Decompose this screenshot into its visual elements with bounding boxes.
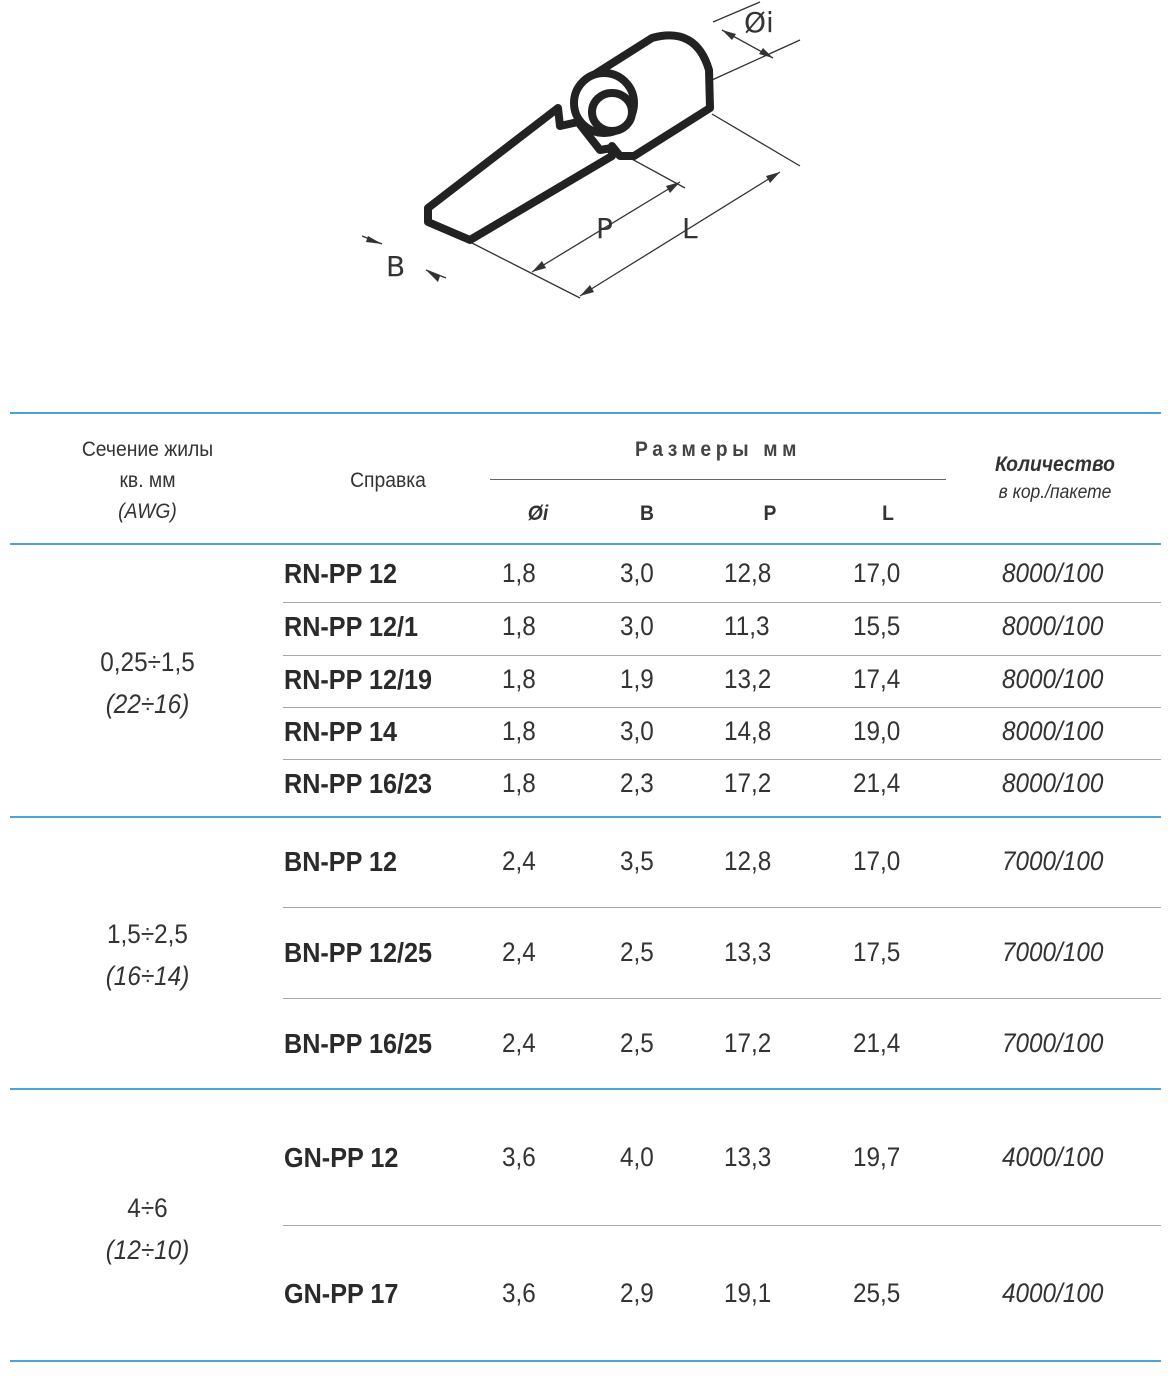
row-ref: BN-PP 16/25 <box>284 1028 433 1059</box>
row-ref: RN-PP 14 <box>284 716 397 747</box>
row-l: 17,4 <box>853 664 901 694</box>
row-divider <box>283 1225 1161 1226</box>
row-di: 2,4 <box>502 846 536 876</box>
row-ref: BN-PP 12 <box>284 846 397 877</box>
row-l: 17,0 <box>853 558 901 588</box>
row-divider <box>283 602 1161 603</box>
section-awg: (16÷14) <box>105 961 190 991</box>
row-l: 25,5 <box>853 1278 901 1308</box>
row-di: 1,8 <box>502 768 536 798</box>
row-qty: 7000/100 <box>1002 937 1104 967</box>
section-mm2: 4÷6 <box>127 1193 168 1223</box>
row-di: 3,6 <box>502 1278 536 1308</box>
row-di: 2,4 <box>502 1028 536 1058</box>
diameter-label: Øi <box>744 6 774 39</box>
row-qty: 8000/100 <box>1002 716 1104 746</box>
group-divider <box>10 816 1161 818</box>
row-p: 11,3 <box>724 611 770 641</box>
row-b: 3,5 <box>620 846 654 876</box>
section-value <box>51 913 245 997</box>
row-l: 17,0 <box>853 846 901 876</box>
row-p: 17,2 <box>724 1028 772 1058</box>
section-awg: (22÷16) <box>105 689 190 719</box>
row-ref: RN-PP 16/23 <box>284 768 433 799</box>
row-di: 1,8 <box>502 664 536 694</box>
row-qty: 4000/100 <box>1002 1278 1104 1308</box>
row-divider <box>283 759 1161 760</box>
row-b: 3,0 <box>620 716 654 746</box>
section-value <box>51 1187 245 1271</box>
row-l: 15,5 <box>853 611 901 641</box>
b-dimension-label: B <box>386 250 406 283</box>
row-ref: RN-PP 12/19 <box>284 664 433 695</box>
row-divider <box>283 655 1161 656</box>
section-header-line1: Сечение жилы <box>81 438 214 461</box>
row-b: 1,9 <box>620 664 654 694</box>
row-qty: 8000/100 <box>1002 664 1104 694</box>
l-column-header: L <box>882 502 894 525</box>
row-di: 1,8 <box>502 611 536 641</box>
row-di: 3,6 <box>502 1142 536 1172</box>
row-l: 21,4 <box>853 1028 901 1058</box>
row-di: 2,4 <box>502 937 536 967</box>
p-dimension-label: P <box>596 212 613 245</box>
row-qty: 8000/100 <box>1002 768 1104 798</box>
row-ref: RN-PP 12 <box>284 558 397 589</box>
row-divider <box>283 998 1161 999</box>
row-b: 2,5 <box>620 937 654 967</box>
table-top-rule <box>10 412 1161 414</box>
row-qty: 8000/100 <box>1002 611 1104 641</box>
row-divider <box>283 707 1161 708</box>
row-p: 12,8 <box>724 558 772 588</box>
quantity-column-header <box>963 451 1147 507</box>
row-qty: 8000/100 <box>1002 558 1104 588</box>
section-mm2: 0,25÷1,5 <box>100 647 195 677</box>
row-p: 13,2 <box>724 664 772 694</box>
row-b: 3,0 <box>620 611 654 641</box>
row-l: 19,7 <box>853 1142 901 1172</box>
header-bottom-rule <box>10 543 1161 545</box>
section-header-line2: кв. мм <box>119 469 176 492</box>
table-bottom-rule <box>10 1360 1161 1362</box>
row-ref: GN-PP 12 <box>284 1142 399 1173</box>
row-l: 21,4 <box>853 768 901 798</box>
terminal-drawing <box>0 0 1171 320</box>
group-divider <box>10 1088 1161 1090</box>
l-dimension-label: L <box>682 212 698 245</box>
quantity-header-title: Количество <box>995 453 1115 476</box>
section-column-header <box>49 434 247 527</box>
dimensions-header: Размеры мм <box>634 438 802 461</box>
b-column-header: B <box>640 502 654 525</box>
row-p: 14,8 <box>724 716 772 746</box>
row-di: 1,8 <box>502 716 536 746</box>
row-p: 13,3 <box>724 1142 772 1172</box>
row-p: 13,3 <box>724 937 772 967</box>
row-b: 3,0 <box>620 558 654 588</box>
row-b: 2,9 <box>620 1278 654 1308</box>
section-value <box>51 641 245 725</box>
row-ref: BN-PP 12/25 <box>284 937 433 968</box>
row-qty: 7000/100 <box>1002 846 1104 876</box>
section-mm2: 1,5÷2,5 <box>107 919 188 949</box>
row-b: 2,3 <box>620 768 654 798</box>
row-divider <box>283 907 1161 908</box>
section-header-awg: (AWG) <box>118 500 177 523</box>
row-ref: GN-PP 17 <box>284 1278 399 1309</box>
section-awg: (12÷10) <box>105 1235 190 1265</box>
row-p: 12,8 <box>724 846 772 876</box>
row-l: 19,0 <box>853 716 901 746</box>
di-column-header: Øi <box>527 502 549 525</box>
dimensions-underline <box>490 479 946 480</box>
row-b: 2,5 <box>620 1028 654 1058</box>
row-p: 19,1 <box>724 1278 772 1308</box>
row-qty: 7000/100 <box>1002 1028 1104 1058</box>
row-ref: RN-PP 12/1 <box>284 611 419 642</box>
quantity-header-subtitle: в кор./пакете <box>998 482 1112 503</box>
row-b: 4,0 <box>620 1142 654 1172</box>
p-column-header: P <box>763 502 777 525</box>
row-di: 1,8 <box>502 558 536 588</box>
row-p: 17,2 <box>724 768 772 798</box>
row-qty: 4000/100 <box>1002 1142 1104 1172</box>
row-l: 17,5 <box>853 937 901 967</box>
reference-column-header: Справка <box>350 469 426 492</box>
